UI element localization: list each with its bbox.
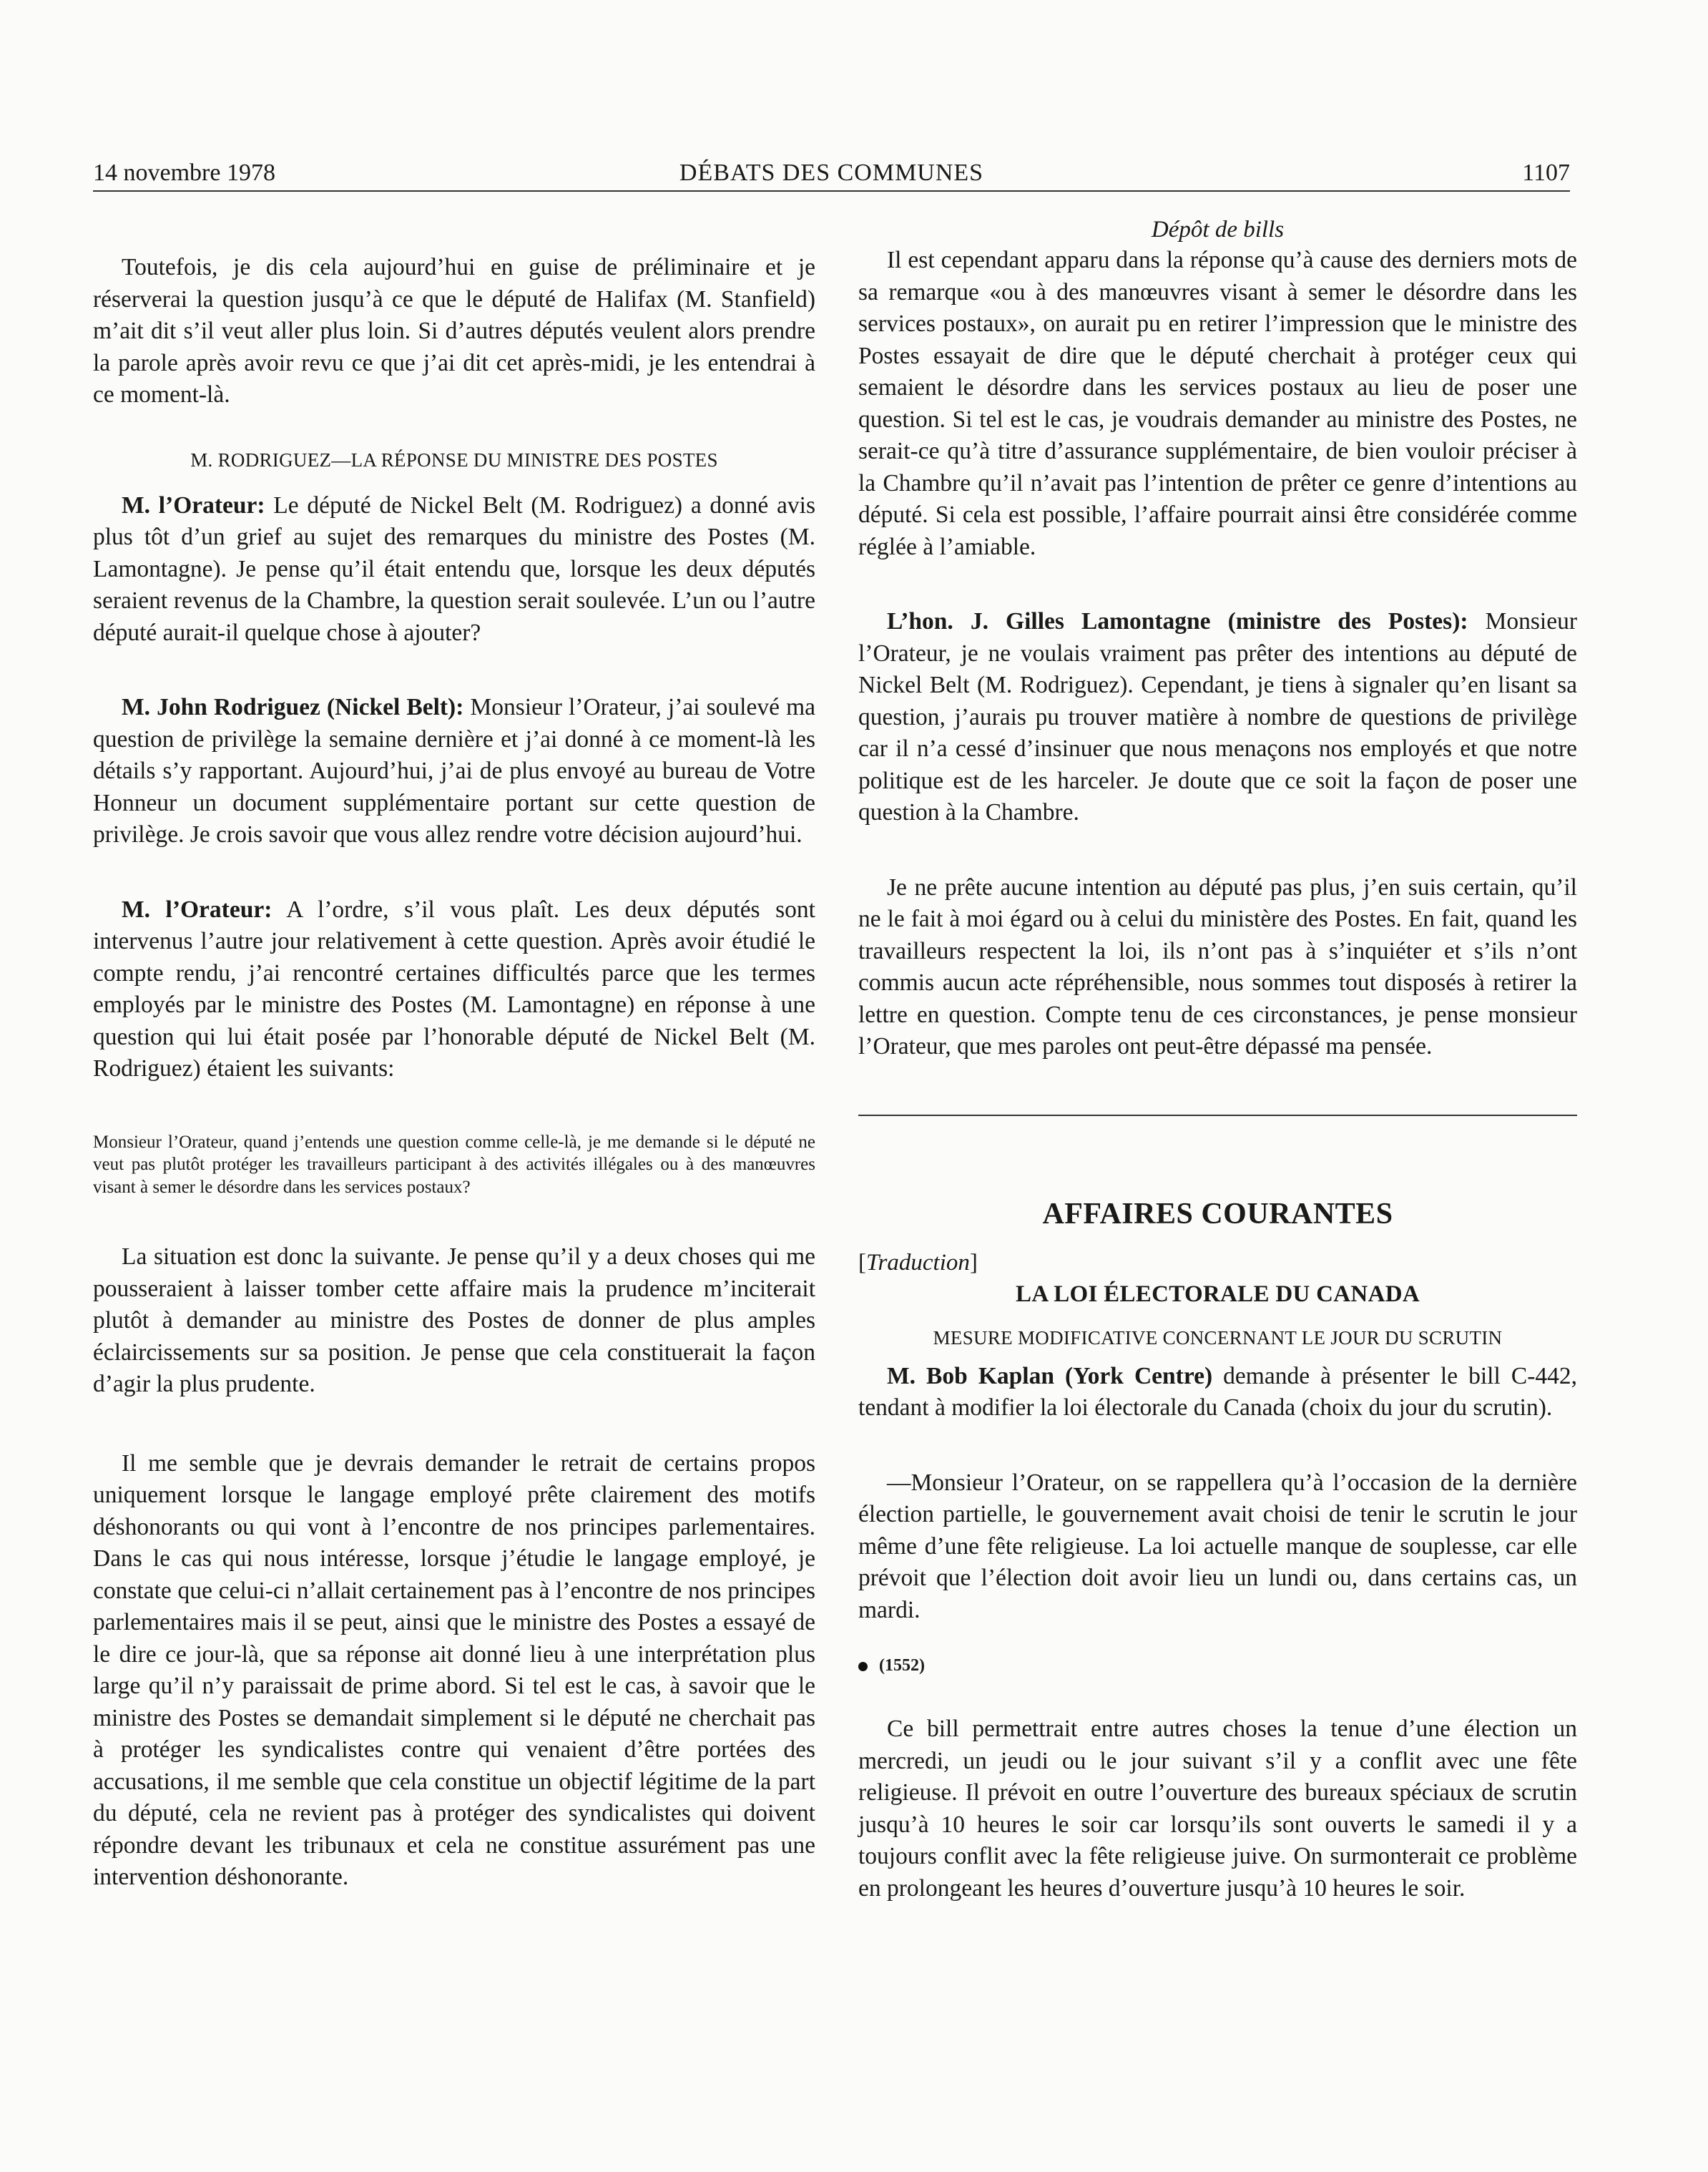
- time-marker-text: (1552): [879, 1656, 925, 1675]
- running-header: [93, 157, 1570, 189]
- section-title: Dépôt de bills: [1151, 217, 1285, 243]
- speaker-name: M. l’Orateur:: [122, 491, 265, 519]
- paragraph: Toutefois, je dis cela aujourd’hui en guise de préliminaire et je réserverai la question jusqu’à ce que le député de Halifax (M. Stanfield) m’ait dit s’il veut aller plus loin. Si d’autres députés veulent alors prendre la parole après avoir revu ce que j’ai dit cet après-midi, je les entendrai à ce moment-là.: [93, 254, 815, 408]
- paragraph: Il me semble que je devrais demander le retrait de certains propos uniquement lorsque le langage employé prête clairement des motifs déshonorants ou qui vont à l’encontre de nos principes parlementaires. Dans le cas qui nous intéresse, lorsque j’étudie le langage employé, je constate que celui-ci n’allait certainement pas à l’encontre de nos principes parlementaires mais il se peut, ainsi que le ministre des Postes a essayé de le dire ce jour-là, que sa réponse ait donné lieu à une interprétation plus large qu’il n’y paraissait de prime abord. Si tel est le cas, à savoir que le ministre des Postes se demandait simplement si le député ne cherchait pas à protéger les syndicalistes contre qui venaient d’être portées des accusations, il me semble que cela constitue un objectif légitime de la part du député, cela ne revient pas à protéger des syndicalistes qui doivent répondre devant les tribunaux et cela ne constitue assurément pas une intervention déshonorante.: [93, 1449, 815, 1890]
- speaker-name: M. l’Orateur:: [122, 896, 273, 923]
- header-publication: DÉBATS DES COMMUNES: [679, 160, 984, 186]
- speech-text: Monsieur l’Orateur, j’ai soulevé ma question de privilège la semaine dernière et j’ai donné à ce moment-là les détails s’y rapportant. Aujourd’hui, j’ai de plus envoyé au bureau de Votre Honneur un document supplémentaire portant sur cette question de privilège. Je crois savoir que vous allez rendre votre décision aujourd’hui.: [93, 694, 815, 848]
- paragraph: [858, 606, 1577, 829]
- speech-text: Le député de Nickel Belt (M. Rodriguez) a donné avis plus tôt d’un grief au sujet des remarques du ministre des Postes (M. Lamontagne). Je pense qu’il était entendu que, lorsque les deux députés seraient revenus de la Chambre, la question serait soulevée. L’un ou l’autre député aurait-il quelque chose à ajouter?: [93, 491, 815, 646]
- paragraph: [93, 894, 815, 1085]
- bullet-icon: [858, 1662, 868, 1671]
- header-date: 14 novembre 1978: [93, 160, 275, 186]
- translation-note: [858, 1248, 1577, 1278]
- translation-label: Traduction: [866, 1249, 970, 1276]
- speech-text: Monsieur l’Orateur, je ne voulais vraiment pas prêter des intentions au député de Nickel Belt (M. Rodriguez). Cependant, je tiens à signaler qu’en lisant sa question, j’aurais pu trouver matière à nombre de questions de privilège car il n’a cessé d’insinuer que nous menaçons nos employés et que notre politique est de les harceler. Je doute que ce soit la façon de poser une question à la Chambre.: [858, 608, 1577, 826]
- time-marker: [858, 1653, 1577, 1678]
- speech-text: A l’ordre, s’il vous plaît. Les deux députés sont intervenus l’autre jour relativement à cette question. Après avoir étudié le compte rendu, j’ai rencontré certaines difficultés parce que les termes employés par le ministre des Postes (M. Lamontagne) en réponse à une question qui lui était posée par l’honorable député de Nickel Belt (M. Rodriguez) étaient les suivants:: [93, 896, 815, 1082]
- paragraph: Il est cependant apparu dans la réponse qu’à cause des derniers mots de sa remarque «ou à des manœuvres visant à semer le désordre dans les services postaux», on aurait pu en retirer l’impression que le ministre des Postes essayait de dire que le député cherchait à protéger ceux qui semaient le désordre dans les services postaux au lieu de poser une question. Si tel est le cas, je voudrais demander au ministre des Postes, ne serait-ce qu’à titre d’assurance supplémentaire, de bien vouloir préciser à la Chambre qu’il n’avait pas l’intention de prêter ce genre d’intentions au député. Si cela est possible, l’affaire pourrait ainsi être considérée comme réglée à l’amiable.: [858, 247, 1577, 560]
- left-column: [93, 215, 815, 1894]
- subheading: M. RODRIGUEZ—LA RÉPONSE DU MINISTRE DES POSTES: [190, 449, 718, 471]
- speaker-name: M. Bob Kaplan (York Centre): [887, 1362, 1213, 1389]
- paragraph: [858, 1361, 1577, 1424]
- section-heading: AFFAIRES COURANTES: [1042, 1197, 1393, 1231]
- header-rule: [93, 190, 1570, 192]
- bill-title: LA LOI ÉLECTORALE DU CANADA: [1016, 1281, 1420, 1307]
- paragraph: La situation est donc la suivante. Je pense qu’il y a deux choses qui me pousseraient à laisser tomber cette affaire mais la prudence m’inciterait plutôt à demander au ministre des Postes de donner de plus amples éclaircissements sur sa position. Je pense que cela constituerait la façon d’agir la plus prudente.: [93, 1243, 815, 1397]
- bill-subheading: MESURE MODIFICATIVE CONCERNANT LE JOUR DU SCRUTIN: [933, 1326, 1503, 1349]
- paragraph: [93, 490, 815, 650]
- paragraph: —Monsieur l’Orateur, on se rappellera qu’à l’occasion de la dernière élection partielle, le gouvernement avait choisi de tenir le scrutin le jour même d’une fête religieuse. La loi actuelle manque de souplesse, car elle prévoit que l’élection doit avoir lieu un lundi ou, dans certains cas, un mardi.: [858, 1469, 1577, 1623]
- speaker-name: M. John Rodriguez (Nickel Belt):: [122, 694, 464, 720]
- paragraph: [93, 692, 815, 851]
- paragraph: Ce bill permettrait entre autres choses la tenue d’une élection un mercredi, un jeudi ou le jour suivant s’il y a conflit avec une fête religieuse. Il prévoit en outre l’ouverture des bureaux spéciaux de scrutin jusqu’à 10 heures le soir car lorsqu’ils sont ouverts le samedi il y a toujours conflit avec la fête religieuse juive. On surmonterait ce problème en prolongeant les heures d’ouverture jusqu’à 10 heures le soir.: [858, 1716, 1577, 1902]
- speaker-name: L’hon. J. Gilles Lamontagne (ministre des Postes):: [887, 608, 1468, 635]
- bracket-open: [: [858, 1249, 866, 1276]
- bracket-close: ]: [969, 1249, 978, 1276]
- block-quote: Monsieur l’Orateur, quand j’entends une question comme celle-là, je me demande si le député ne veut pas plutôt protéger les travailleurs participant à des activités illégales ou à des manœuvres visant à semer le désordre dans les services postaux?: [93, 1132, 815, 1197]
- speech-text: demande à présenter le bill C-442, tendant à modifier la loi électorale du Canada (choix du jour du scrutin).: [858, 1362, 1577, 1421]
- header-page-number: 1107: [1522, 160, 1570, 186]
- right-column: [858, 215, 1577, 1904]
- paragraph: Je ne prête aucune intention au député pas plus, j’en suis certain, qu’il ne le fait à moi égard ou à celui du ministère des Postes. En fait, quand les travailleurs respectent la loi, ils n’ont pas à s’inquiéter et s’ils n’ont commis aucun acte répréhensible, nous sommes tout disposés à retirer la lettre en question. Compte tenu de ces circonstances, je pense monsieur l’Orateur, que mes paroles ont peut-être dépassé ma pensée.: [858, 874, 1577, 1060]
